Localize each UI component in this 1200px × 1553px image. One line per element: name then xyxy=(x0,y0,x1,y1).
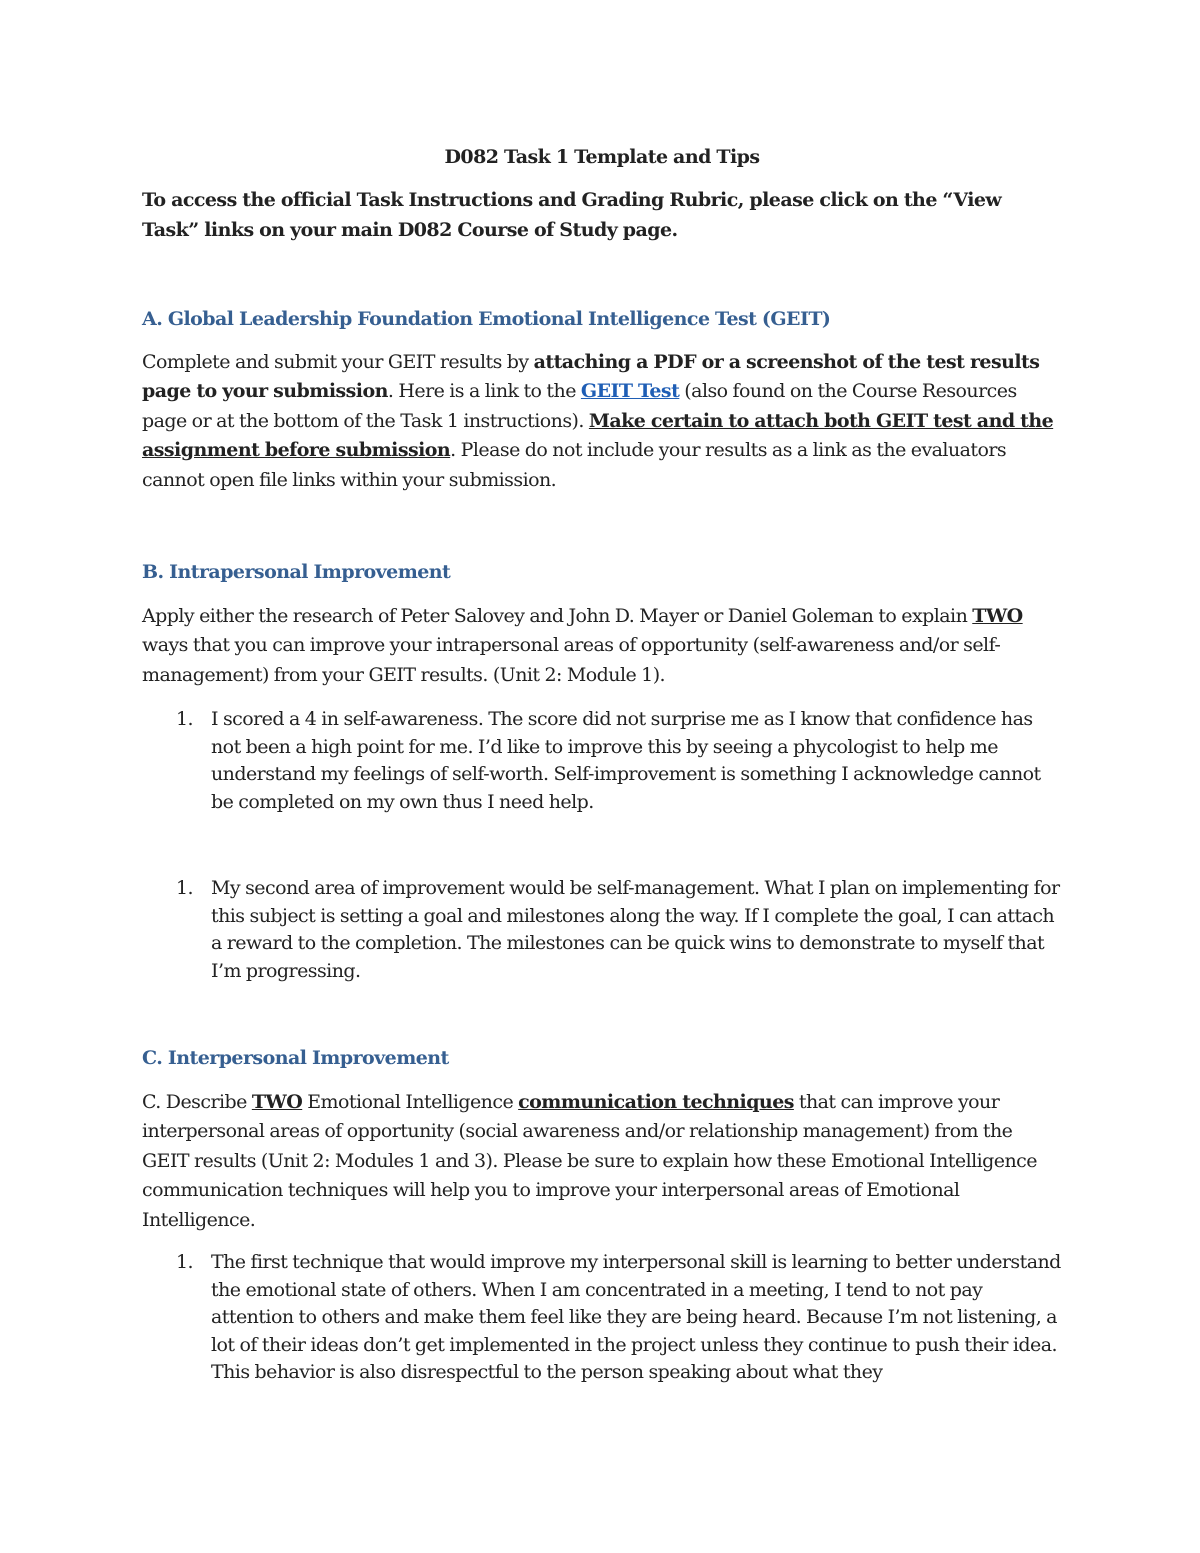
section-b-answer-list xyxy=(142,706,1062,985)
list-item xyxy=(142,1249,1062,1387)
section-b-heading: B. Intrapersonal Improvement xyxy=(142,561,451,583)
list-item-text: I scored a 4 in self-awareness. The score did not surprise me as I know that confidence has not been a high point for me. I’d like to improve this by seeing a phycologist to help me understand my feelings of self-worth. Self-improvement is something I acknowledge cannot be completed on my own thus I need help. xyxy=(211,708,1041,813)
section-b-text-1: Apply either the research of Peter Salovey and John D. Mayer or Daniel Goleman to explain xyxy=(142,604,973,627)
list-item-number: 1. xyxy=(176,877,194,899)
section-c-text-2: Emotional Intelligence xyxy=(302,1090,519,1113)
section-a-bold-underline: Make certain to attach both GEIT test and the assignment before submission xyxy=(142,409,1054,461)
section-c-text-1: C. Describe xyxy=(142,1090,252,1113)
section-a-heading: A. Global Leadership Foundation Emotional Intelligence Test (GEIT) xyxy=(142,308,831,330)
document-body xyxy=(142,142,1062,1387)
list-item xyxy=(142,706,1062,816)
section-a-text-4: . Please do not include your results as a link as the evaluators cannot open file links within your submission. xyxy=(142,439,1007,491)
geit-test-link[interactable]: GEIT Test xyxy=(580,380,680,402)
section-a-paragraph xyxy=(142,348,1062,496)
list-item-number: 1. xyxy=(176,1251,194,1273)
list-item-text: My second area of improvement would be self-management. What I plan on implementing for this subject is setting a goal and milestones along the way. If I complete the goal, I can attach a reward to the completion. The milestones can be quick wins to demonstrate to myself that I’m progressing. xyxy=(211,877,1060,982)
document-title: D082 Task 1 Template and Tips xyxy=(444,146,760,168)
section-b-paragraph xyxy=(142,602,1062,691)
section-a-text-3: (also found on the Course Resources page or at the bottom of the Task 1 instructions). xyxy=(142,380,1017,432)
section-c-answer-list xyxy=(142,1249,1062,1387)
section-a-text-1: Complete and submit your GEIT results by xyxy=(142,350,534,373)
section-b-emphasis: TWO xyxy=(972,604,1023,627)
section-a-text-2: . Here is a link to the xyxy=(387,380,581,402)
section-c-emphasis: TWO xyxy=(251,1090,303,1113)
section-c-emphasis-2: communication techniques xyxy=(518,1090,794,1113)
list-item-text: The first technique that would improve my interpersonal skill is learning to better understand the emotional state of others. When I am concentrated in a meeting, I tend to not pay attention to others and make them feel like they are being heard. Because I’m not listening, a lot of their ideas don’t get implemented in the project unless they continue to push their idea. This behavior is also disrespectful to the person speaking about what they xyxy=(211,1251,1061,1383)
list-item xyxy=(142,875,1062,985)
section-c-heading: C. Interpersonal Improvement xyxy=(142,1047,449,1069)
section-a-bold-1: attaching a PDF or a screenshot of the test results page to your submission xyxy=(142,350,1040,402)
intro-instructions: To access the official Task Instructions and Grading Rubric, please click on the “View Task” links on your main D082 Course of Study page. xyxy=(142,189,1002,241)
section-b-text-2: ways that you can improve your intrapersonal areas of opportunity (self-awareness and/or self-management) from your GEIT results. (Unit 2: Module 1). xyxy=(142,634,1001,686)
list-item-number: 1. xyxy=(176,708,194,730)
section-c-text-3: that can improve your interpersonal areas of opportunity (social awareness and/or relationship management) from the GEIT results (Unit 2: Modules 1 and 3). Please be sure to explain how these Emotional Intelligence communication techniques will help you to improve your interpersonal areas of Emotional Intelligence. xyxy=(142,1090,1037,1231)
section-c-paragraph xyxy=(142,1088,1062,1236)
